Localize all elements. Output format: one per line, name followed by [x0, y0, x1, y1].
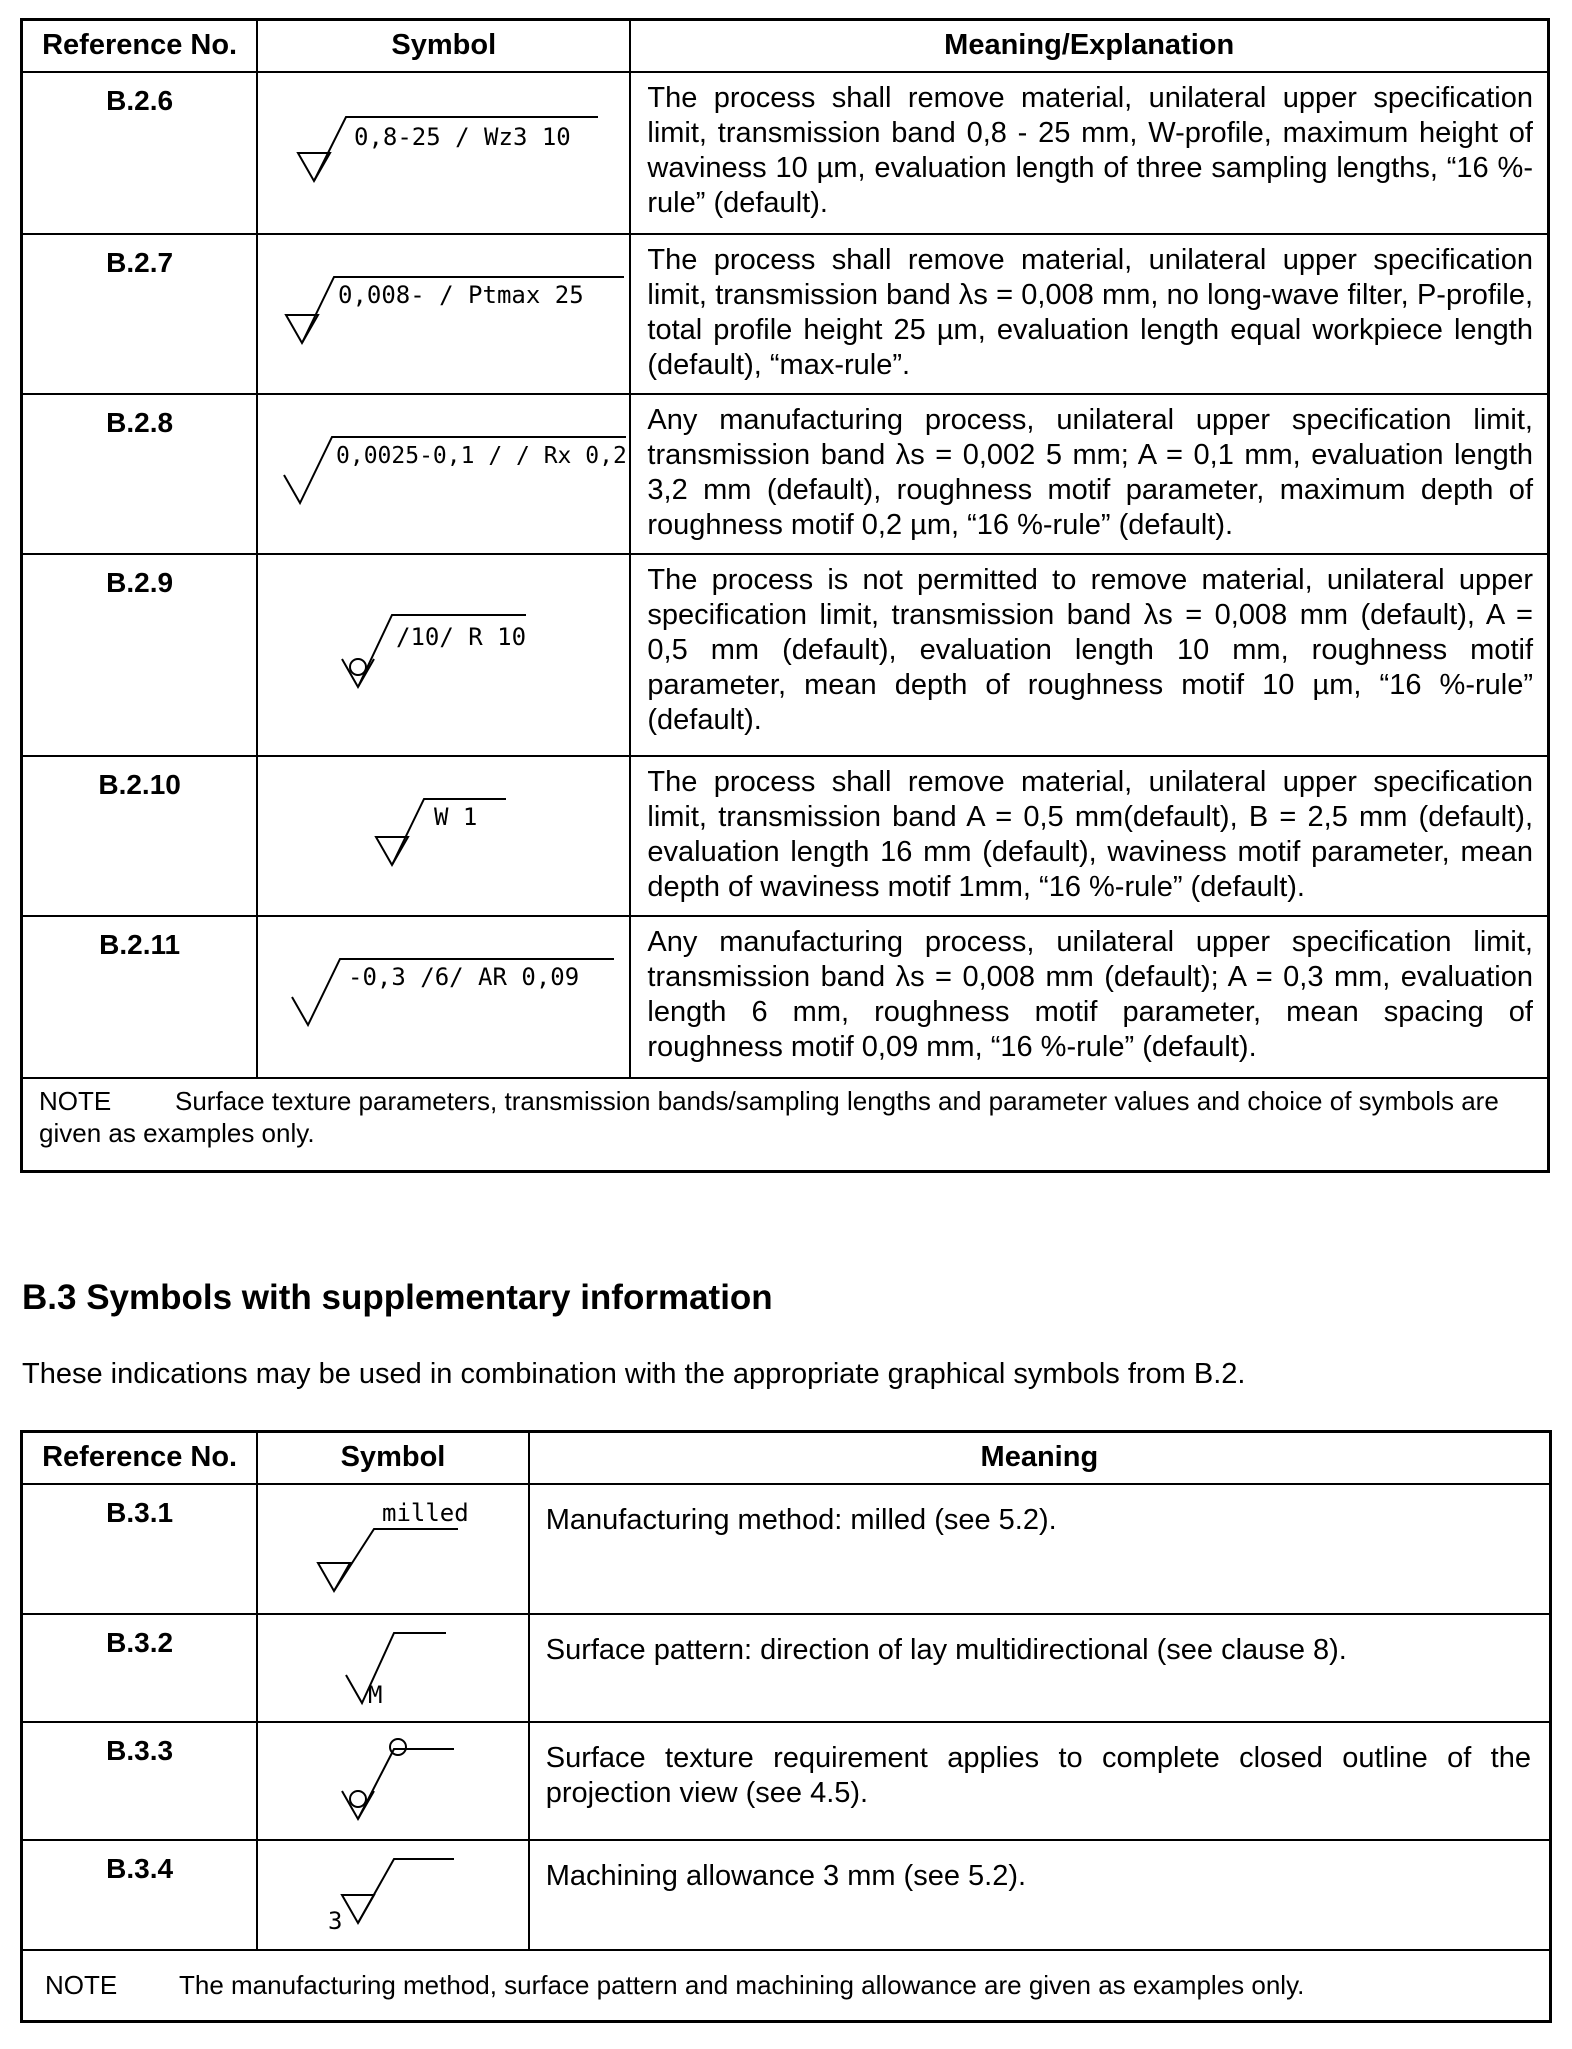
note-text: The manufacturing method, surface pattern and machining allowance are given as examples only.	[179, 1970, 1305, 2001]
surface-symbol-all-around	[258, 1723, 530, 1841]
meaning-text: The process shall remove material, unilateral upper specification limit, transmission band 0,8 - 25 mm, W-profile, maximum height of waviness 10 µm, evaluation length of three sampling lengths, “16 %-rule” (default).	[630, 72, 1548, 234]
header-reference-no: Reference No.	[22, 1432, 258, 1484]
symbol-text: 0,8-25 / Wz3 10	[354, 122, 571, 151]
meaning-text: Surface texture requirement applies to complete closed outline of the projection view (see 4.5).	[529, 1722, 1551, 1840]
surface-symbol-any-process	[258, 395, 632, 555]
symbol-cell	[257, 554, 630, 756]
reference-number: B.2.8	[22, 394, 258, 554]
symbol-cell	[257, 756, 630, 916]
meaning-text: Any manufacturing process, unilateral upper specification limit, transmission band λs = 0,002 5 mm; A = 0,1 mm, evaluation length 3,2 mm (default), roughness motif parameter, maximum depth of roughness motif 0,2 µm, “16 %-rule” (default).	[630, 394, 1548, 554]
table-note	[22, 1078, 1549, 1172]
symbol-text: M	[368, 1680, 383, 1709]
note-label: NOTE	[45, 1970, 118, 2001]
meaning-text: Manufacturing method: milled (see 5.2).	[529, 1484, 1551, 1614]
symbol-cell	[257, 916, 630, 1078]
reference-number: B.2.6	[22, 72, 258, 234]
note-text: Surface texture parameters, transmission bands/sampling lengths and parameter values and choice of symbols are given as examples only.	[39, 1085, 1499, 1148]
symbol-cell	[257, 1840, 529, 1950]
symbol-text: 0,008- / Ptmax 25	[338, 280, 584, 309]
table-row	[22, 72, 1549, 234]
header-meaning: Meaning/Explanation	[630, 20, 1548, 72]
surface-texture-table-b2	[20, 18, 1550, 1173]
supplementary-info-table-b3	[20, 1430, 1552, 2023]
surface-symbol-material-removal	[258, 757, 632, 917]
meaning-text: Any manufacturing process, unilateral upper specification limit, transmission band λs = 0,008 mm (default); A = 0,3 mm, evaluation length 6 mm, roughness motif parameter, mean spacing of roughness motif 0,09 mm, “16 %-rule” (default).	[630, 916, 1548, 1078]
surface-symbol-no-material-removal	[258, 555, 632, 757]
symbol-cell	[257, 234, 630, 394]
table-row	[22, 554, 1549, 756]
section-heading: B.3 Symbols with supplementary information	[22, 1278, 773, 1317]
symbol-text: 3	[328, 1906, 343, 1935]
meaning-text: The process shall remove material, unilateral upper specification limit, transmission band λs = 0,008 mm, no long-wave filter, P-profile, total profile height 25 µm, evaluation length equal workpiece length (default), “max-rule”.	[630, 234, 1548, 394]
reference-number: B.3.2	[22, 1614, 258, 1722]
surface-symbol-machining-allowance	[258, 1841, 530, 1951]
symbol-text: milled	[382, 1498, 469, 1527]
surface-symbol-material-removal	[258, 73, 632, 235]
table-row	[22, 394, 1549, 554]
reference-number: B.2.11	[22, 916, 258, 1078]
table-row	[22, 756, 1549, 916]
table-row	[22, 1484, 1551, 1614]
table-row	[22, 1722, 1551, 1840]
symbol-cell	[257, 1722, 529, 1840]
reference-number: B.2.10	[22, 756, 258, 916]
reference-number: B.2.9	[22, 554, 258, 756]
meaning-text: Machining allowance 3 mm (see 5.2).	[529, 1840, 1551, 1950]
reference-number: B.3.1	[22, 1484, 258, 1614]
symbol-text: 0,0025-0,1 / / Rx 0,2	[336, 442, 627, 469]
table-row	[22, 234, 1549, 394]
note-label: NOTE	[39, 1085, 112, 1116]
table-row	[22, 1614, 1551, 1722]
table-row	[22, 1840, 1551, 1950]
surface-symbol-material-removal	[258, 235, 632, 395]
table-note-row	[22, 1950, 1551, 2022]
reference-number: B.2.7	[22, 234, 258, 394]
symbol-text: -0,3 /6/ AR 0,09	[348, 962, 580, 991]
symbol-text: /10/ R 10	[396, 622, 527, 651]
surface-symbol-milled	[258, 1485, 530, 1615]
reference-number: B.3.3	[22, 1722, 258, 1840]
header-meaning: Meaning	[529, 1432, 1551, 1484]
symbol-cell	[257, 1484, 529, 1614]
symbol-cell	[257, 72, 630, 234]
header-reference-no: Reference No.	[22, 20, 258, 72]
header-symbol: Symbol	[257, 20, 630, 72]
symbol-cell	[257, 394, 630, 554]
surface-symbol-any-process	[258, 917, 632, 1079]
meaning-text: Surface pattern: direction of lay multidirectional (see clause 8).	[529, 1614, 1551, 1722]
meaning-text: The process shall remove material, unilateral upper specification limit, transmission band A = 0,5 mm(default), B = 2,5 mm (default), evaluation length 16 mm (default), waviness motif parameter, mean depth of waviness motif 1mm, “16 %-rule” (default).	[630, 756, 1548, 916]
symbol-cell	[257, 1614, 529, 1722]
section-intro: These indications may be used in combination with the appropriate graphical symbols from B.2.	[22, 1358, 1246, 1390]
table-note-row	[22, 1078, 1549, 1172]
symbol-text: W 1	[434, 802, 478, 831]
table-row	[22, 916, 1549, 1078]
table-note	[22, 1950, 1551, 2022]
meaning-text: The process is not permitted to remove material, unilateral upper specification limit, transmission band λs = 0,008 mm (default), A = 0,5 mm (default), evaluation length 10 mm, roughness motif parameter, mean depth of roughness motif 10 µm, “16 %-rule” (default).	[630, 554, 1548, 756]
header-symbol: Symbol	[257, 1432, 529, 1484]
surface-symbol-lay-multidirectional	[258, 1615, 530, 1723]
reference-number: B.3.4	[22, 1840, 258, 1950]
